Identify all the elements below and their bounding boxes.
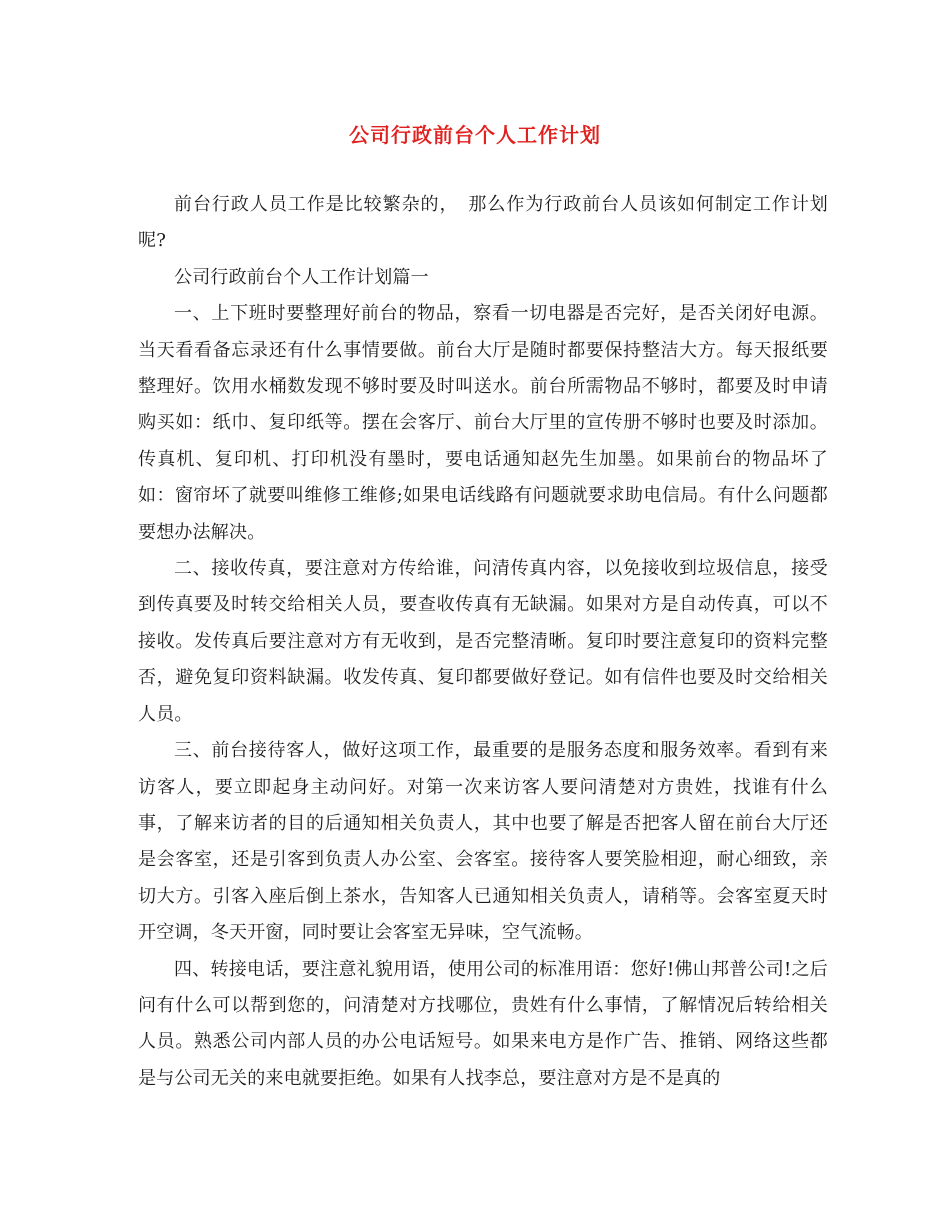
paragraph-item-2: 二、接收传真，要注意对方传给谁，问清传真内容，以免接收到垃圾信息，接受到传真要及时转交给相关人员，要查收传真有无缺漏。如果对方是自动传真，可以不接收。发传真后要注意对方有无收到，是否完整清晰。复印时要注意复印的资料完整否，避免复印资料缺漏。收发传真、复印都要做好登记。如有信件也要及时交给相关人员。: [138, 558, 828, 725]
paragraph-item-3: 三、前台接待客人，做好这项工作，最重要的是服务态度和服务效率。看到有来访客人，要立即起身主动问好。对第一次来访客人要问清楚对方贵姓，找谁有什么事，了解来访者的目的后通知相关负责人，其中也要了解是否把客人留在前台大厅还是会客室，还是引客到负责人办公室、会客室。接待客人要笑脸相迎，耐心细致，亲切大方。引客入座后倒上茶水，告知客人已通知相关负责人，请稍等。会客室夏天时开空调，冬天开窗，同时要让会客室无异味，空气流畅。: [138, 740, 828, 944]
document-body: [138, 187, 828, 1097]
section-heading: 公司行政前台个人工作计划篇一: [174, 266, 429, 288]
document-title: 公司行政前台个人工作计划: [349, 123, 601, 147]
intro-paragraph: 前台行政人员工作是比较繁杂的， 那么作为行政前台人员该如何制定工作计划呢?: [138, 194, 828, 252]
paragraph-item-4: 四、转接电话，要注意礼貌用语，使用公司的标准用语：您好!佛山邦普公司!之后问有什么可以帮到您的，问清楚对方找哪位，贵姓有什么事情，了解情况后转给相关人员。熟悉公司内部人员的办公电话短号。如果来电方是作广告、推销、网络这些都是与公司无关的来电就要拒绝。如果有人找李总，要注意对方是不是真的: [138, 958, 828, 1089]
paragraph-item-1: 一、上下班时要整理好前台的物品，察看一切电器是否完好，是否关闭好电源。当天看看备忘录还有什么事情要做。前台大厅是随时都要保持整洁大方。每天报纸要整理好。饮用水桶数发现不够时要及时叫送水。前台所需物品不够时，都要及时申请购买如：纸巾、复印纸等。摆在会客厅、前台大厅里的宣传册不够时也要及时添加。传真机、复印机、打印机没有墨时，要电话通知赵先生加墨。如果前台的物品坏了如：窗帘坏了就要叫维修工维修;如果电话线路有问题就要求助电信局。有什么问题都要想办法解决。: [138, 303, 828, 543]
